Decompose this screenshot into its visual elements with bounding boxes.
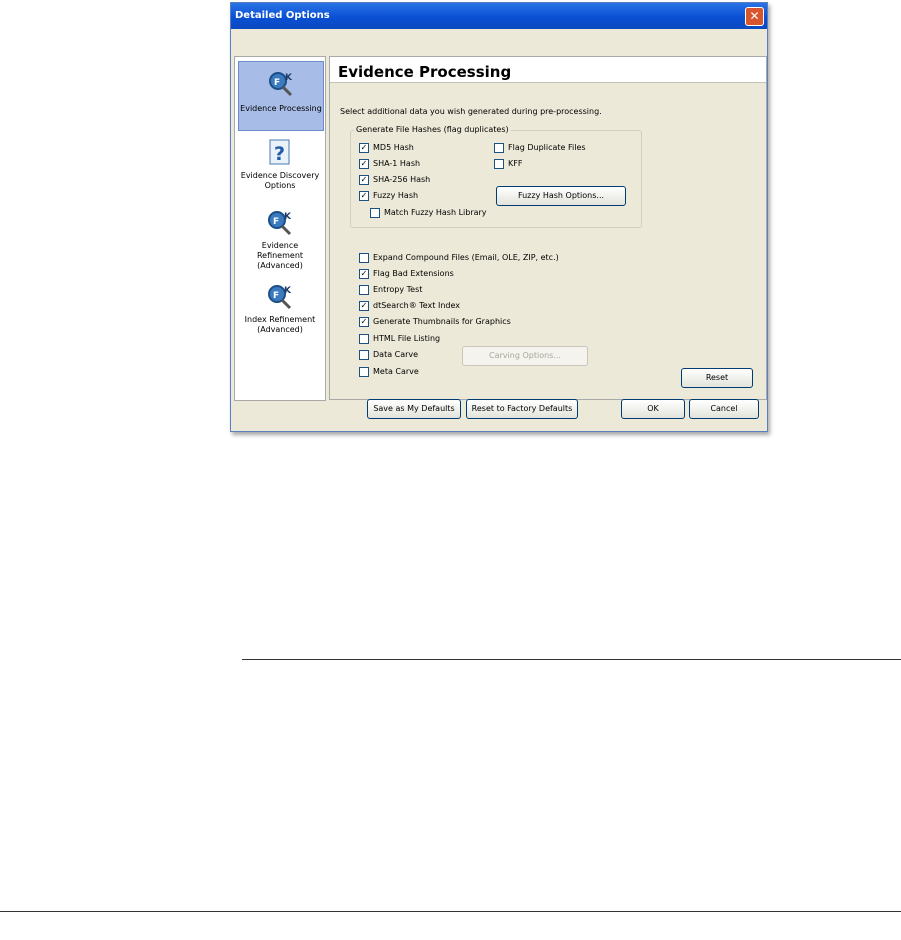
kff-label: KFF: [508, 159, 523, 168]
nav-label: Index Refinement (Advanced): [244, 315, 316, 334]
save-defaults-button[interactable]: Save as My Defaults: [367, 399, 461, 419]
options-nav: [234, 56, 326, 401]
nav-item-evidence-refinement[interactable]: [238, 207, 322, 271]
dtsearch-index-checkbox[interactable]: ✓: [360, 301, 368, 310]
nav-item-index-refinement[interactable]: [238, 281, 322, 345]
svg-text:F: F: [273, 291, 280, 301]
data-carve-checkbox[interactable]: [359, 350, 369, 360]
panel-title: Evidence Processing: [338, 63, 512, 81]
nav-label: Evidence Processing: [240, 104, 322, 113]
svg-text:K: K: [284, 286, 291, 296]
detailed-options-dialog: [230, 2, 768, 432]
flag-bad-extensions-label: Flag Bad Extensions: [373, 269, 454, 278]
html-listing-label: HTML File Listing: [373, 334, 441, 343]
entropy-test-label: Entropy Test: [373, 285, 423, 294]
thumbnails-checkbox[interactable]: ✓: [360, 317, 368, 326]
sha256-label: SHA-256 Hash: [373, 175, 431, 184]
svg-text:K: K: [284, 212, 291, 222]
close-button[interactable]: [745, 7, 764, 26]
question-icon: [268, 139, 292, 167]
match-fuzzy-hash-label: Match Fuzzy Hash Library: [384, 208, 487, 217]
ok-button[interactable]: OK: [621, 399, 685, 419]
sha1-checkbox[interactable]: ✓: [360, 159, 368, 168]
reset-button[interactable]: Reset: [681, 368, 753, 388]
html-listing-checkbox[interactable]: [359, 334, 369, 344]
page-footer-rule: [0, 911, 901, 912]
kff-checkbox[interactable]: [494, 159, 504, 169]
flag-duplicate-label: Flag Duplicate Files: [508, 143, 586, 152]
sha1-label: SHA-1 Hash: [373, 159, 421, 168]
hash-group-legend: Generate File Hashes (flag duplicates): [356, 125, 509, 134]
evidence-processing-panel: [329, 56, 767, 400]
panel-header: [330, 57, 766, 83]
reset-factory-defaults-button[interactable]: Reset to Factory Defaults: [466, 399, 578, 419]
ftk-magnifier-icon: [265, 207, 295, 237]
close-icon: ✕: [749, 9, 760, 23]
meta-carve-label: Meta Carve: [373, 367, 419, 376]
nav-label: Evidence Refinement (Advanced): [256, 241, 304, 270]
fuzzy-hash-options-button[interactable]: Fuzzy Hash Options...: [496, 186, 626, 206]
svg-text:K: K: [285, 73, 292, 83]
page-divider: [242, 659, 901, 660]
cancel-button[interactable]: Cancel: [689, 399, 759, 419]
thumbnails-label: Generate Thumbnails for Graphics: [373, 317, 511, 326]
dtsearch-index-label: dtSearch® Text Index: [373, 301, 460, 310]
flag-bad-extensions-checkbox[interactable]: ✓: [360, 269, 368, 278]
fuzzy-hash-label: Fuzzy Hash: [373, 191, 419, 200]
expand-compound-checkbox[interactable]: [359, 253, 369, 263]
nav-label: Evidence Discovery Options: [240, 171, 320, 190]
nav-item-evidence-discovery-options[interactable]: [238, 137, 322, 201]
md5-label: MD5 Hash: [373, 143, 414, 152]
ftk-magnifier-icon: [265, 281, 295, 311]
sha256-checkbox[interactable]: ✓: [360, 175, 368, 184]
svg-text:F: F: [273, 217, 280, 227]
svg-text:F: F: [274, 78, 281, 88]
meta-carve-checkbox[interactable]: [359, 367, 369, 377]
expand-compound-label: Expand Compound Files (Email, OLE, ZIP, etc.): [373, 253, 559, 262]
fuzzy-hash-checkbox[interactable]: ✓: [360, 191, 368, 200]
entropy-test-checkbox[interactable]: [359, 285, 369, 295]
match-fuzzy-hash-checkbox[interactable]: [370, 208, 380, 218]
flag-duplicate-checkbox[interactable]: [494, 143, 504, 153]
intro-text: Select additional data you wish generated during pre-processing.: [340, 107, 602, 116]
data-carve-label: Data Carve: [373, 350, 419, 359]
svg-text:?: ?: [274, 143, 286, 165]
md5-checkbox[interactable]: ✓: [360, 143, 368, 152]
carving-options-button[interactable]: Carving Options...: [462, 346, 588, 366]
ftk-magnifier-icon: [266, 68, 296, 98]
dialog-title: Detailed Options: [235, 10, 330, 21]
title-bar[interactable]: [231, 3, 767, 29]
nav-item-evidence-processing[interactable]: [238, 61, 324, 131]
